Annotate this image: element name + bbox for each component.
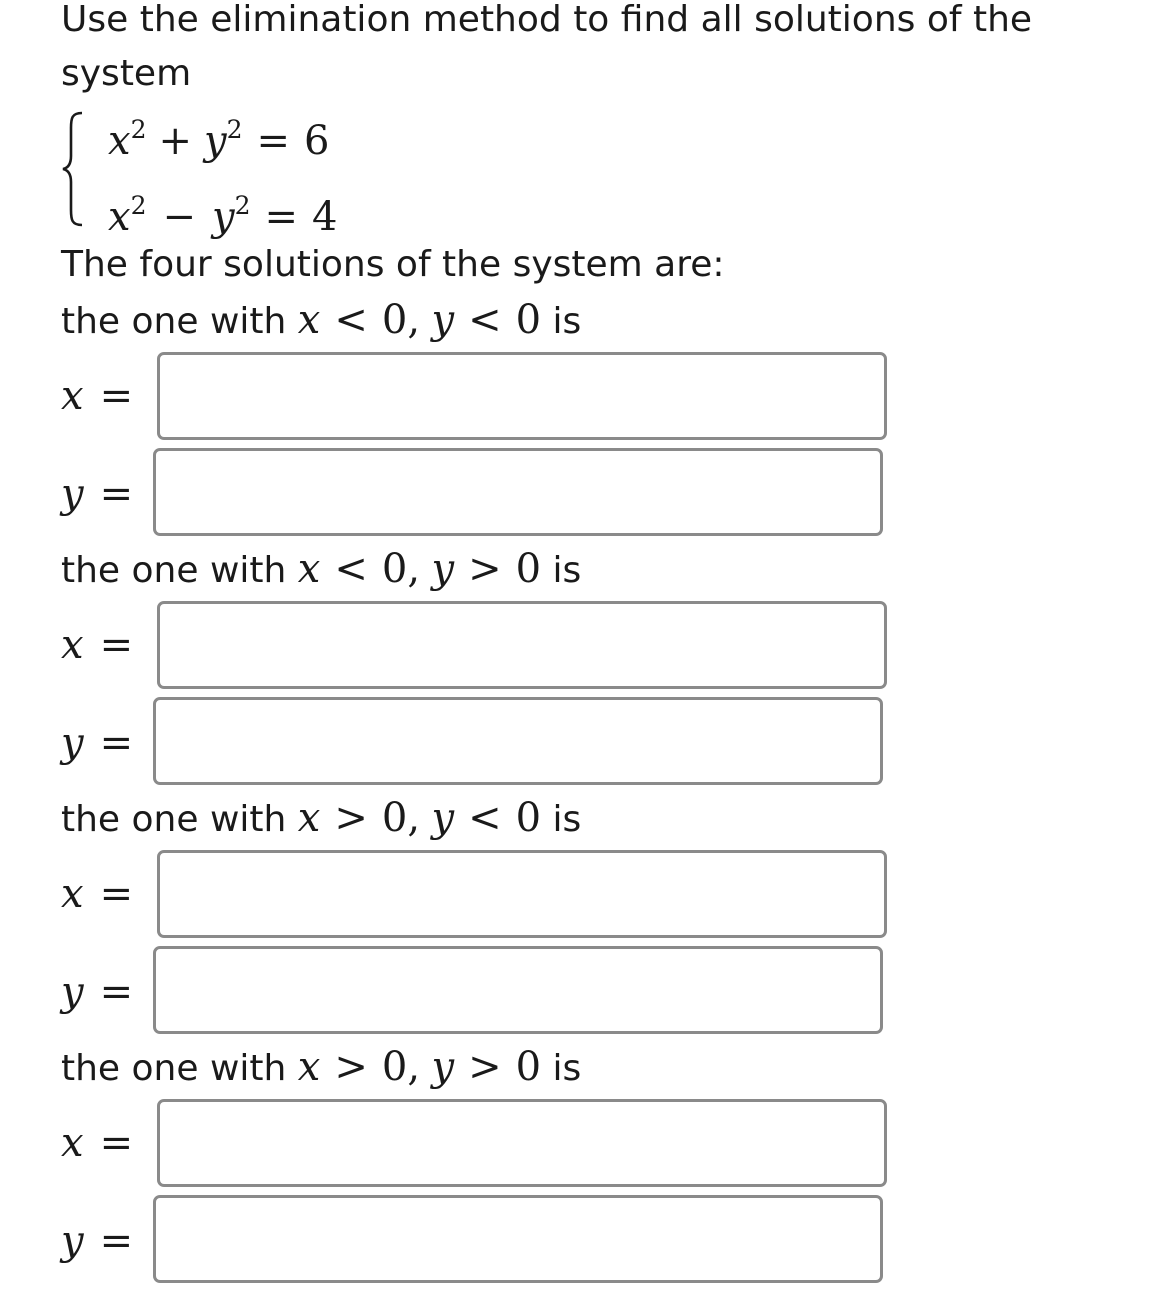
solution-2-y-val: 0	[515, 546, 542, 592]
solution-2-tail: is	[552, 550, 582, 591]
solution-2-y-label: y =	[61, 720, 134, 766]
eq1-op: +	[158, 118, 192, 164]
solution-1-condition	[61, 296, 581, 344]
solution-3-y-val: 0	[515, 795, 542, 841]
solution-3-lead: the one with	[61, 799, 287, 840]
solution-3-x-var: x	[297, 795, 321, 841]
solution-1-y-var: y	[431, 297, 455, 343]
eq2-var-x: x	[108, 194, 131, 240]
solution-4-tail: is	[552, 1048, 582, 1089]
solution-4-x-label: x =	[61, 1120, 134, 1166]
solution-4-x-var: x	[297, 1044, 321, 1090]
solution-1-x-var: x	[297, 297, 321, 343]
solution-3-y-rel: <	[468, 795, 502, 841]
solution-4-y-val: 0	[515, 1044, 542, 1090]
solution-1-x-input[interactable]	[157, 352, 887, 440]
eq2-exp-y: 2	[234, 191, 251, 220]
solution-2-y-rel: >	[468, 546, 502, 592]
solution-4-x-rel: >	[334, 1044, 368, 1090]
eq1-rel: =	[256, 118, 291, 164]
solution-4-x-val: 0,	[381, 1044, 421, 1090]
eq2-rel: =	[264, 194, 299, 240]
equation-2	[108, 182, 337, 241]
solution-3-x-input[interactable]	[157, 850, 887, 938]
solution-3-y-var: y	[431, 795, 455, 841]
solution-4-y-rel: >	[468, 1044, 502, 1090]
eq2-var-y: y	[211, 194, 235, 240]
solution-4-y-input[interactable]	[153, 1195, 883, 1283]
problem-instruction: Use the elimination method to find all solutions of the	[61, 0, 1033, 40]
solution-1-y-input[interactable]	[153, 448, 883, 536]
solution-2-lead: the one with	[61, 550, 287, 591]
problem-instruction-continued: system	[61, 53, 192, 94]
eq2-op: −	[162, 194, 196, 240]
eq2-exp-x: 2	[130, 191, 147, 220]
solution-2-y-var: y	[431, 546, 455, 592]
solution-1-lead: the one with	[61, 301, 287, 342]
eq1-var-x: x	[108, 118, 131, 164]
solution-2-x-rel: <	[334, 546, 368, 592]
solution-3-x-label: x =	[61, 871, 134, 917]
solution-3-y-input[interactable]	[153, 946, 883, 1034]
equation-1	[108, 106, 329, 165]
solution-1-y-rel: <	[468, 297, 502, 343]
solution-2-x-val: 0,	[381, 546, 421, 592]
solution-3-tail: is	[552, 799, 582, 840]
solution-4-lead: the one with	[61, 1048, 287, 1089]
eq1-exp-x: 2	[130, 115, 147, 144]
solution-4-condition	[61, 1043, 581, 1091]
eq1-rhs: 6	[304, 118, 330, 164]
eq2-rhs: 4	[312, 194, 338, 240]
solution-4-y-label: y =	[61, 1218, 134, 1264]
solution-3-x-rel: >	[334, 795, 368, 841]
solution-2-y-input[interactable]	[153, 697, 883, 785]
solution-1-y-label: y =	[61, 471, 134, 517]
solution-3-x-val: 0,	[381, 795, 421, 841]
solution-1-x-label: x =	[61, 373, 134, 419]
solution-2-condition	[61, 545, 581, 593]
solution-2-x-input[interactable]	[157, 601, 887, 689]
eq1-exp-y: 2	[226, 115, 243, 144]
solution-3-y-label: y =	[61, 969, 134, 1015]
eq1-var-y: y	[203, 118, 227, 164]
solution-4-x-input[interactable]	[157, 1099, 887, 1187]
solution-1-x-rel: <	[334, 297, 368, 343]
solution-1-x-val: 0,	[381, 297, 421, 343]
solution-2-x-var: x	[297, 546, 321, 592]
solution-4-y-var: y	[431, 1044, 455, 1090]
left-brace-icon	[60, 110, 86, 228]
solution-3-condition	[61, 794, 581, 842]
solution-2-x-label: x =	[61, 622, 134, 668]
solutions-prompt: The four solutions of the system are:	[61, 244, 725, 285]
solution-1-tail: is	[552, 301, 582, 342]
solution-1-y-val: 0	[515, 297, 542, 343]
